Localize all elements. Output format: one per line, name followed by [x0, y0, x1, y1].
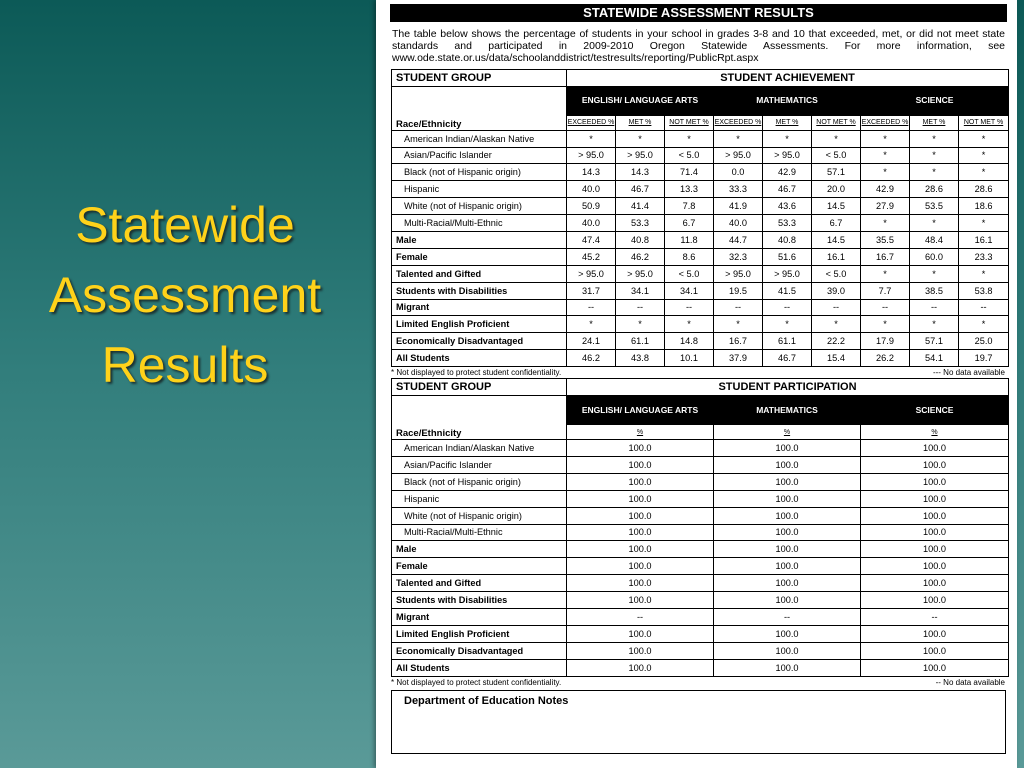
student-group-header: STUDENT GROUP	[392, 379, 567, 396]
achievement-cell: 34.1	[616, 282, 665, 299]
achievement-row	[392, 147, 1009, 164]
achievement-cell: > 95.0	[714, 265, 763, 282]
participation-cell: 100.0	[567, 456, 714, 473]
achievement-col-header: NOT MET %	[665, 115, 714, 130]
achievement-cell: 17.9	[861, 333, 910, 350]
achievement-col-header: MET %	[910, 115, 959, 130]
participation-cell: 100.0	[861, 440, 1009, 457]
row-label: Migrant	[392, 299, 567, 316]
achievement-cell: 38.5	[910, 282, 959, 299]
achievement-cell: 41.5	[763, 282, 812, 299]
participation-cell: 100.0	[861, 592, 1009, 609]
participation-cell: 100.0	[567, 558, 714, 575]
achievement-cell: *	[812, 316, 861, 333]
row-label: Limited English Proficient	[392, 625, 567, 642]
subject-header-math: MATHEMATICS	[714, 86, 861, 115]
row-label: Hispanic	[392, 181, 567, 198]
achievement-row	[392, 231, 1009, 248]
achievement-cell: < 5.0	[665, 265, 714, 282]
achievement-cell: 40.8	[763, 231, 812, 248]
participation-cell: 100.0	[714, 541, 861, 558]
achievement-cell: *	[861, 316, 910, 333]
participation-row	[392, 575, 1009, 592]
achievement-cell: 22.2	[812, 333, 861, 350]
achievement-cell: 42.9	[861, 181, 910, 198]
achievement-cell: 28.6	[959, 181, 1009, 198]
no-data-note: -- No data available	[935, 677, 1005, 687]
achievement-cell: 46.7	[763, 181, 812, 198]
achievement-cell: 11.8	[665, 231, 714, 248]
achievement-cell: --	[616, 299, 665, 316]
participation-cell: 100.0	[861, 541, 1009, 558]
participation-cell: 100.0	[861, 625, 1009, 642]
achievement-cell: *	[665, 316, 714, 333]
achievement-cell: *	[665, 130, 714, 147]
confidentiality-note: * Not displayed to protect student confidentiality.	[391, 368, 562, 378]
achievement-cell: 33.3	[714, 181, 763, 198]
row-label: Hispanic	[392, 490, 567, 507]
percent-col-header: %	[714, 425, 861, 440]
participation-cell: --	[567, 608, 714, 625]
subject-header-science: SCIENCE	[861, 396, 1009, 425]
achievement-cell: 15.4	[812, 350, 861, 367]
row-label: Asian/Pacific Islander	[392, 456, 567, 473]
achievement-cell: 6.7	[665, 215, 714, 232]
achievement-cell: 27.9	[861, 198, 910, 215]
achievement-cell: --	[959, 299, 1009, 316]
participation-cell: 100.0	[714, 592, 861, 609]
participation-cell: 100.0	[714, 642, 861, 659]
achievement-col-header: MET %	[763, 115, 812, 130]
achievement-cell: 57.1	[812, 164, 861, 181]
achievement-cell: 48.4	[910, 231, 959, 248]
achievement-cell: *	[910, 265, 959, 282]
row-label: Talented and Gifted	[392, 265, 567, 282]
achievement-cell: 46.7	[616, 181, 665, 198]
participation-cell: 100.0	[714, 473, 861, 490]
achievement-cell: *	[959, 265, 1009, 282]
achievement-cell: *	[959, 147, 1009, 164]
participation-cell: 100.0	[861, 490, 1009, 507]
achievement-cell: 53.3	[763, 215, 812, 232]
achievement-cell: 43.6	[763, 198, 812, 215]
achievement-row	[392, 215, 1009, 232]
achievement-cell: 7.7	[861, 282, 910, 299]
participation-cell: 100.0	[567, 642, 714, 659]
achievement-cell: < 5.0	[812, 147, 861, 164]
achievement-cell: > 95.0	[714, 147, 763, 164]
student-group-header: STUDENT GROUP	[392, 69, 567, 86]
achievement-col-header: NOT MET %	[812, 115, 861, 130]
achievement-row	[392, 350, 1009, 367]
row-label: Students with Disabilities	[392, 282, 567, 299]
row-label: All Students	[392, 659, 567, 676]
achievement-cell: 16.7	[714, 333, 763, 350]
percent-col-header: %	[567, 425, 714, 440]
achievement-cell: 8.6	[665, 248, 714, 265]
row-label: Students with Disabilities	[392, 592, 567, 609]
achievement-cell: > 95.0	[567, 265, 616, 282]
row-label: Black (not of Hispanic origin)	[392, 473, 567, 490]
achievement-cell: 51.6	[763, 248, 812, 265]
participation-cell: 100.0	[861, 524, 1009, 541]
achievement-cell: 23.3	[959, 248, 1009, 265]
slide-title-line: Assessment	[48, 267, 322, 323]
achievement-cell: 14.5	[812, 231, 861, 248]
subject-header-ela: ENGLISH/ LANGUAGE ARTS	[567, 396, 714, 425]
achievement-cell: --	[910, 299, 959, 316]
participation-row	[392, 592, 1009, 609]
achievement-cell: 50.9	[567, 198, 616, 215]
participation-cell: 100.0	[861, 642, 1009, 659]
achievement-cell: < 5.0	[812, 265, 861, 282]
achievement-cell: --	[861, 299, 910, 316]
participation-row	[392, 608, 1009, 625]
participation-cell: --	[714, 608, 861, 625]
achievement-cell: 32.3	[714, 248, 763, 265]
participation-cell: 100.0	[714, 490, 861, 507]
row-label: White (not of Hispanic origin)	[392, 507, 567, 524]
achievement-row	[392, 333, 1009, 350]
achievement-cell: 42.9	[763, 164, 812, 181]
report-page	[376, 0, 1017, 768]
participation-cell: 100.0	[567, 659, 714, 676]
achievement-cell: 19.7	[959, 350, 1009, 367]
achievement-cell: 40.8	[616, 231, 665, 248]
achievement-cell: 47.4	[567, 231, 616, 248]
row-label: Female	[392, 248, 567, 265]
achievement-cell: 18.6	[959, 198, 1009, 215]
education-notes-title: Department of Education Notes	[404, 694, 569, 707]
achievement-cell: *	[959, 130, 1009, 147]
achievement-cell: *	[714, 316, 763, 333]
participation-row	[392, 507, 1009, 524]
achievement-cell: 53.8	[959, 282, 1009, 299]
participation-row	[392, 456, 1009, 473]
achievement-cell: *	[959, 164, 1009, 181]
achievement-cell: 41.4	[616, 198, 665, 215]
achievement-cell: 0.0	[714, 164, 763, 181]
achievement-cell: 43.8	[616, 350, 665, 367]
achievement-cell: 40.0	[567, 181, 616, 198]
achievement-cell: --	[567, 299, 616, 316]
achievement-cell: 39.0	[812, 282, 861, 299]
achievement-row	[392, 198, 1009, 215]
participation-row	[392, 659, 1009, 676]
participation-cell: 100.0	[861, 456, 1009, 473]
achievement-row	[392, 164, 1009, 181]
achievement-cell: *	[861, 164, 910, 181]
row-label: Limited English Proficient	[392, 316, 567, 333]
participation-cell: 100.0	[861, 659, 1009, 676]
achievement-cell: 54.1	[910, 350, 959, 367]
achievement-row	[392, 130, 1009, 147]
report-header: STATEWIDE ASSESSMENT RESULTS	[390, 4, 1007, 22]
participation-cell: 100.0	[567, 575, 714, 592]
achievement-cell: *	[763, 130, 812, 147]
achievement-cell: *	[910, 164, 959, 181]
slide-title	[0, 190, 370, 400]
no-data-note: --- No data available	[932, 368, 1005, 378]
slide-title-line: Results	[101, 337, 269, 393]
participation-cell: 100.0	[861, 473, 1009, 490]
achievement-col-header: NOT MET %	[959, 115, 1009, 130]
participation-cell: --	[861, 608, 1009, 625]
row-label: Multi-Racial/Multi-Ethnic	[392, 524, 567, 541]
participation-cell: 100.0	[714, 524, 861, 541]
row-label: Asian/Pacific Islander	[392, 147, 567, 164]
achievement-cell: 61.1	[616, 333, 665, 350]
participation-table	[391, 378, 1009, 676]
row-label: Migrant	[392, 608, 567, 625]
achievement-cell: *	[861, 147, 910, 164]
achievement-cell: 14.3	[567, 164, 616, 181]
achievement-cell: --	[665, 299, 714, 316]
achievement-cell: *	[910, 130, 959, 147]
achievement-col-header: EXCEEDED %	[567, 115, 616, 130]
participation-cell: 100.0	[714, 558, 861, 575]
achievement-cell: *	[959, 215, 1009, 232]
participation-cell: 100.0	[861, 507, 1009, 524]
achievement-cell: 53.5	[910, 198, 959, 215]
achievement-cell: *	[910, 215, 959, 232]
achievement-cell: 46.2	[567, 350, 616, 367]
achievement-cell: 60.0	[910, 248, 959, 265]
row-label: White (not of Hispanic origin)	[392, 198, 567, 215]
achievement-cell: 61.1	[763, 333, 812, 350]
participation-row	[392, 490, 1009, 507]
achievement-cell: *	[959, 316, 1009, 333]
achievement-cell: 57.1	[910, 333, 959, 350]
row-label: Economically Disadvantaged	[392, 642, 567, 659]
achievement-row	[392, 248, 1009, 265]
participation-cell: 100.0	[714, 507, 861, 524]
row-label: All Students	[392, 350, 567, 367]
percent-col-header: %	[861, 425, 1009, 440]
achievement-cell: 35.5	[861, 231, 910, 248]
achievement-cell: 46.7	[763, 350, 812, 367]
participation-row	[392, 440, 1009, 457]
achievement-col-header: EXCEEDED %	[861, 115, 910, 130]
achievement-cell: *	[763, 316, 812, 333]
achievement-table	[391, 69, 1009, 367]
race-ethnicity-header: Race/Ethnicity	[392, 86, 567, 130]
achievement-cell: --	[763, 299, 812, 316]
participation-cell: 100.0	[714, 625, 861, 642]
participation-cell: 100.0	[714, 440, 861, 457]
achievement-cell: *	[861, 130, 910, 147]
achievement-section-header: STUDENT ACHIEVEMENT	[567, 69, 1009, 86]
achievement-cell: 6.7	[812, 215, 861, 232]
achievement-cell: 37.9	[714, 350, 763, 367]
row-label: American Indian/Alaskan Native	[392, 440, 567, 457]
participation-cell: 100.0	[861, 575, 1009, 592]
achievement-cell: 71.4	[665, 164, 714, 181]
achievement-row	[392, 282, 1009, 299]
achievement-cell: 46.2	[616, 248, 665, 265]
participation-cell: 100.0	[714, 575, 861, 592]
achievement-cell: 44.7	[714, 231, 763, 248]
achievement-cell: 13.3	[665, 181, 714, 198]
achievement-cell: *	[861, 215, 910, 232]
race-ethnicity-header: Race/Ethnicity	[392, 396, 567, 440]
participation-section-header: STUDENT PARTICIPATION	[567, 379, 1009, 396]
achievement-cell: 31.7	[567, 282, 616, 299]
achievement-cell: 41.9	[714, 198, 763, 215]
row-label: Male	[392, 541, 567, 558]
achievement-cell: > 95.0	[567, 147, 616, 164]
achievement-cell: 34.1	[665, 282, 714, 299]
achievement-cell: *	[714, 130, 763, 147]
subject-header-ela: ENGLISH/ LANGUAGE ARTS	[567, 86, 714, 115]
achievement-cell: > 95.0	[763, 147, 812, 164]
achievement-cell: 40.0	[567, 215, 616, 232]
participation-row	[392, 558, 1009, 575]
achievement-cell: < 5.0	[665, 147, 714, 164]
achievement-cell: 28.6	[910, 181, 959, 198]
achievement-cell: > 95.0	[763, 265, 812, 282]
achievement-cell: 45.2	[567, 248, 616, 265]
achievement-cell: 16.1	[812, 248, 861, 265]
achievement-cell: *	[910, 316, 959, 333]
row-label: Economically Disadvantaged	[392, 333, 567, 350]
achievement-cell: *	[567, 316, 616, 333]
slide-title-line: Statewide	[75, 197, 295, 253]
subject-header-math: MATHEMATICS	[714, 396, 861, 425]
achievement-row	[392, 265, 1009, 282]
participation-row	[392, 642, 1009, 659]
participation-cell: 100.0	[567, 592, 714, 609]
achievement-col-header: EXCEEDED %	[714, 115, 763, 130]
achievement-cell: > 95.0	[616, 265, 665, 282]
achievement-cell: 20.0	[812, 181, 861, 198]
participation-cell: 100.0	[714, 456, 861, 473]
row-label: Multi-Racial/Multi-Ethnic	[392, 215, 567, 232]
participation-footnote	[391, 678, 1005, 688]
report-intro: The table below shows the percentage of students in your school in grades 3-8 and 10 that exceeded, met, or did not meet state standards and participated in 2009-2010 Oregon Statewide Assessments. For more information, see www.ode.state.or.us/data/schoolanddistrict/testresults/reporting/PublicRpt.aspx	[392, 28, 1005, 65]
participation-row	[392, 473, 1009, 490]
row-label: Female	[392, 558, 567, 575]
row-label: Male	[392, 231, 567, 248]
achievement-cell: 53.3	[616, 215, 665, 232]
education-notes-box	[391, 690, 1006, 754]
achievement-cell: *	[812, 130, 861, 147]
participation-cell: 100.0	[567, 473, 714, 490]
achievement-row	[392, 181, 1009, 198]
achievement-cell: *	[616, 316, 665, 333]
row-label: Black (not of Hispanic origin)	[392, 164, 567, 181]
achievement-cell: 14.3	[616, 164, 665, 181]
achievement-cell: *	[567, 130, 616, 147]
achievement-cell: *	[910, 147, 959, 164]
achievement-cell: 26.2	[861, 350, 910, 367]
achievement-cell: --	[714, 299, 763, 316]
achievement-cell: 16.1	[959, 231, 1009, 248]
achievement-cell: 14.8	[665, 333, 714, 350]
subject-header-science: SCIENCE	[861, 86, 1009, 115]
achievement-cell: > 95.0	[616, 147, 665, 164]
confidentiality-note: * Not displayed to protect student confidentiality.	[391, 677, 562, 687]
participation-cell: 100.0	[567, 524, 714, 541]
participation-row	[392, 541, 1009, 558]
achievement-cell: 25.0	[959, 333, 1009, 350]
achievement-cell: 7.8	[665, 198, 714, 215]
achievement-cell: *	[861, 265, 910, 282]
achievement-row	[392, 316, 1009, 333]
row-label: Talented and Gifted	[392, 575, 567, 592]
participation-row	[392, 524, 1009, 541]
achievement-row	[392, 299, 1009, 316]
achievement-cell: 10.1	[665, 350, 714, 367]
achievement-cell: 40.0	[714, 215, 763, 232]
achievement-cell: 14.5	[812, 198, 861, 215]
participation-cell: 100.0	[567, 625, 714, 642]
participation-cell: 100.0	[567, 507, 714, 524]
achievement-cell: 16.7	[861, 248, 910, 265]
participation-cell: 100.0	[567, 541, 714, 558]
participation-cell: 100.0	[567, 440, 714, 457]
achievement-cell: --	[812, 299, 861, 316]
achievement-cell: 24.1	[567, 333, 616, 350]
achievement-footnote	[391, 368, 1005, 378]
participation-cell: 100.0	[714, 659, 861, 676]
row-label: American Indian/Alaskan Native	[392, 130, 567, 147]
participation-cell: 100.0	[861, 558, 1009, 575]
achievement-cell: *	[616, 130, 665, 147]
participation-row	[392, 625, 1009, 642]
participation-cell: 100.0	[567, 490, 714, 507]
achievement-col-header: MET %	[616, 115, 665, 130]
achievement-cell: 19.5	[714, 282, 763, 299]
